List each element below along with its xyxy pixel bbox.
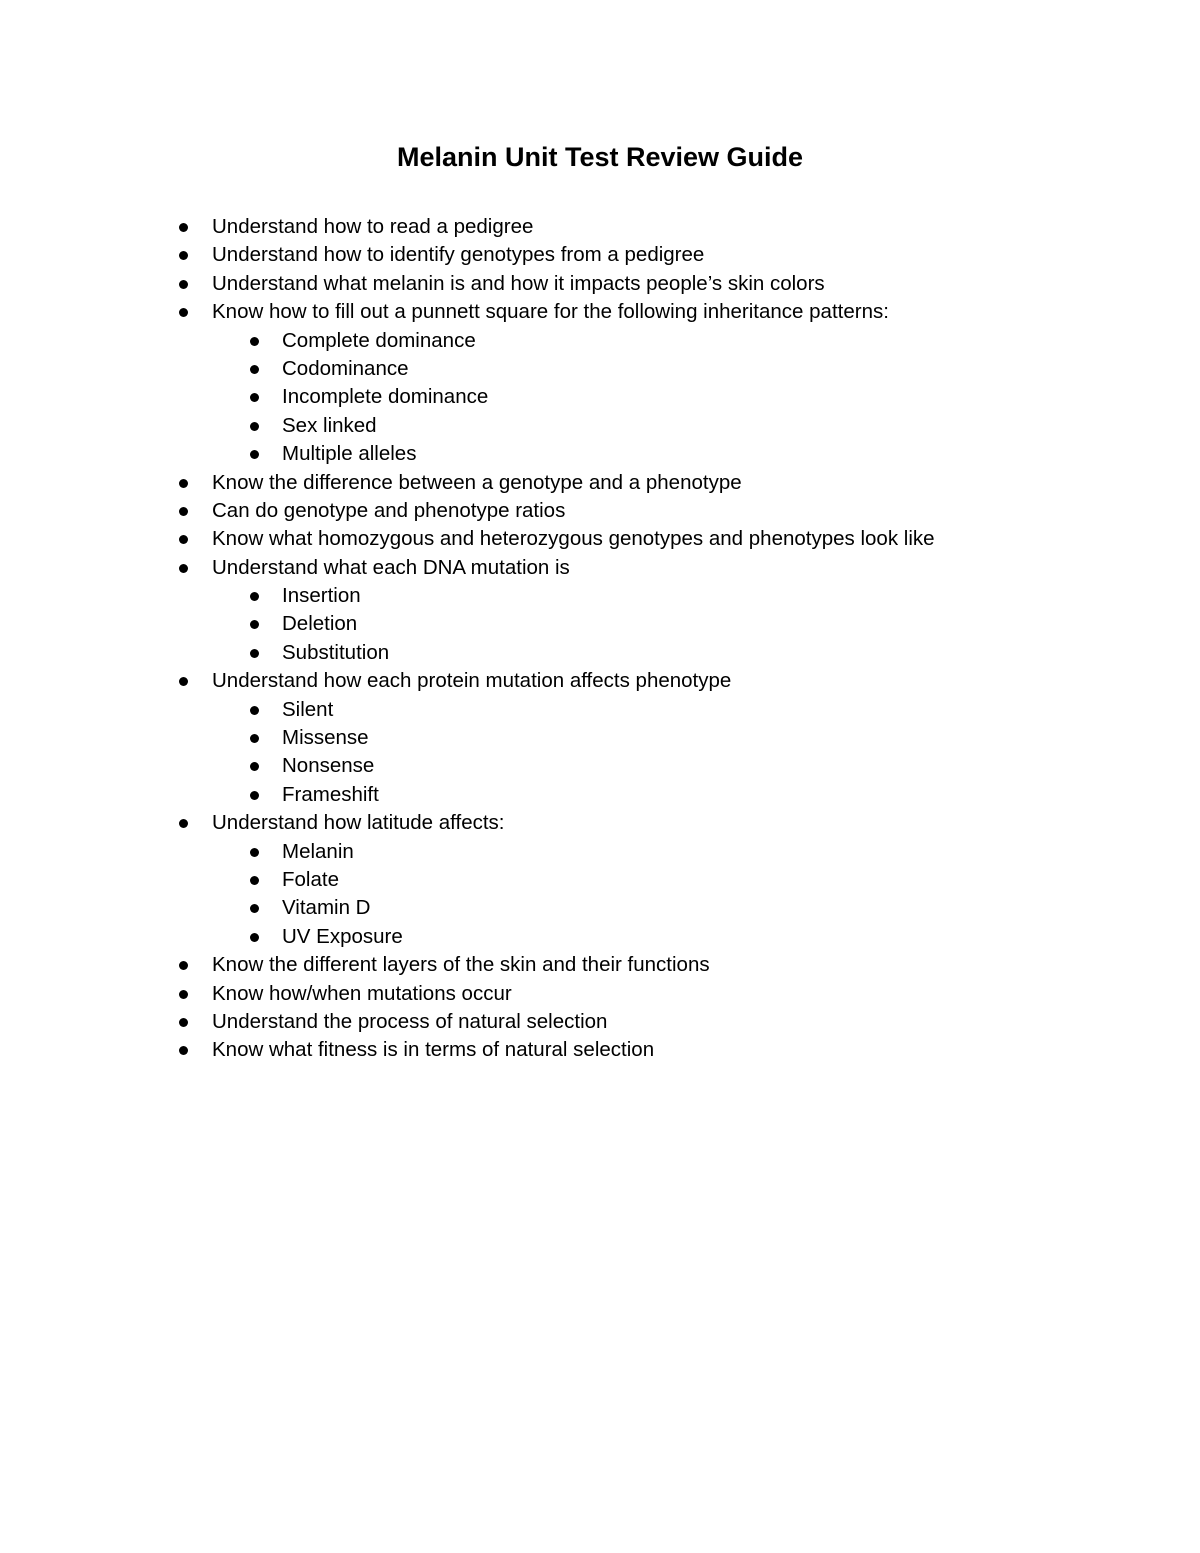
list-item-text: Multiple alleles [282,442,417,466]
list-item [0,525,1200,553]
list-item-text: Understand how latitude affects: [212,811,505,835]
list-item [0,1008,1200,1036]
bullet-dot-icon [179,1046,188,1055]
list-item-text: Understand what melanin is and how it impacts people’s skin colors [212,271,825,295]
list-item-text: Insertion [282,584,361,608]
sub-list-item [0,781,1200,809]
bullet-dot-icon [179,819,188,828]
bullet-dot-icon [179,479,188,488]
list-item [0,951,1200,979]
bullet-dot-icon [179,961,188,970]
bullet-dot-icon [250,337,259,346]
list-item-text: Understand the process of natural selection [212,1009,608,1033]
bullet-dot-icon [179,280,188,289]
bullet-dot-icon [250,904,259,913]
bullet-dot-icon [250,706,259,715]
bullet-dot-icon [179,223,188,232]
list-item [0,213,1200,241]
list-item-text: Know what fitness is in terms of natural selection [212,1038,655,1062]
list-item-text: Know what homozygous and heterozygous genotypes and phenotypes look like [212,527,935,551]
bullet-dot-icon [179,990,188,999]
sub-list-item [0,412,1200,440]
sub-list-item [0,724,1200,752]
bullet-dot-icon [179,535,188,544]
list-item [0,469,1200,497]
bullet-dot-icon [179,308,188,317]
list-item-text: Complete dominance [282,328,476,352]
list-item-text: Understand how each protein mutation affects phenotype [212,669,732,693]
review-list [0,213,1200,1065]
page-title: Melanin Unit Test Review Guide [396,142,804,172]
list-item [0,554,1200,582]
list-item [0,241,1200,269]
list-item [0,270,1200,298]
list-item-text: Silent [282,697,334,721]
list-item-text: Know how to fill out a punnett square for the following inheritance patterns: [212,300,889,324]
sub-list-item [0,327,1200,355]
sub-list-item [0,923,1200,951]
list-item-text: Deletion [282,612,358,636]
list-item [0,809,1200,837]
list-item-text: Substitution [282,640,390,664]
list-item-text: UV Exposure [282,924,403,948]
bullet-dot-icon [250,393,259,402]
sub-list-item [0,639,1200,667]
bullet-dot-icon [250,933,259,942]
list-item-text: Understand what each DNA mutation is [212,555,570,579]
bullet-dot-icon [250,422,259,431]
list-item-text: Folate [282,867,339,891]
bullet-dot-icon [250,762,259,771]
bullet-dot-icon [250,365,259,374]
bullet-dot-icon [250,450,259,459]
list-item [0,980,1200,1008]
bullet-dot-icon [179,1018,188,1027]
list-item-text: Understand how to identify genotypes from a pedigree [212,243,705,267]
list-item [0,667,1200,695]
list-item-text: Codominance [282,356,409,380]
bullet-dot-icon [250,734,259,743]
bullet-dot-icon [250,791,259,800]
list-item [0,497,1200,525]
list-item-text: Know the different layers of the skin and their functions [212,953,710,977]
sub-list-item [0,696,1200,724]
list-item-text: Understand how to read a pedigree [212,215,534,238]
bullet-dot-icon [179,507,188,516]
sub-list-item [0,838,1200,866]
sub-list-item [0,752,1200,780]
sub-list-item [0,383,1200,411]
list-item-text: Vitamin D [282,896,371,920]
list-item-text: Know how/when mutations occur [212,981,512,1005]
sub-list-item [0,610,1200,638]
list-item-text: Sex linked [282,413,377,437]
bullet-dot-icon [250,649,259,658]
bullet-dot-icon [250,620,259,629]
bullet-dot-icon [250,848,259,857]
list-item-text: Know the difference between a genotype and a phenotype [212,470,742,494]
list-item-text: Melanin [282,839,354,863]
list-item-text: Nonsense [282,754,375,778]
list-item [0,298,1200,326]
sub-list-item [0,866,1200,894]
bullet-dot-icon [250,592,259,601]
bullet-dot-icon [179,564,188,573]
sub-list-item [0,355,1200,383]
list-item-text: Missense [282,726,369,750]
list-item-text: Can do genotype and phenotype ratios [212,498,566,522]
bullet-dot-icon [179,677,188,686]
bullet-dot-icon [179,251,188,260]
list-item [0,1036,1200,1064]
sub-list-item [0,582,1200,610]
list-item-text: Frameshift [282,782,379,806]
list-item-text: Incomplete dominance [282,385,489,409]
bullet-dot-icon [250,876,259,885]
sub-list-item [0,894,1200,922]
sub-list-item [0,440,1200,468]
